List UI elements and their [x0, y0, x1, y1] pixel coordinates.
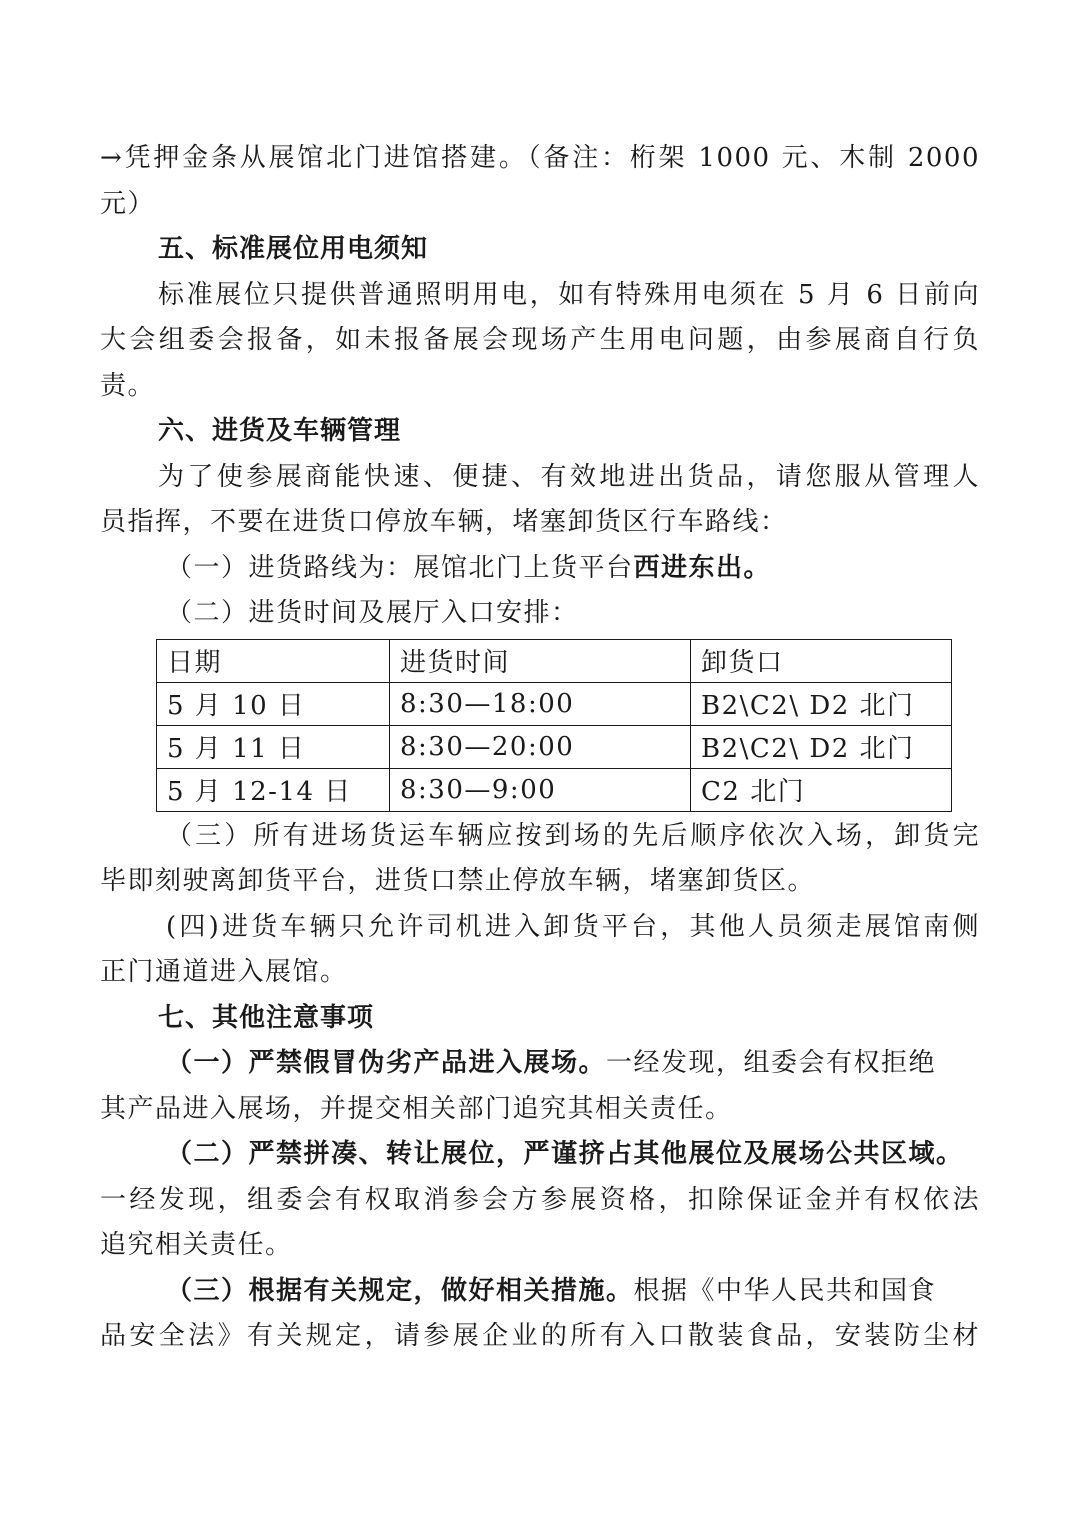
paragraph-line: 员指挥，不要在进货口停放车辆，堵塞卸货区行车路线：	[100, 507, 788, 537]
paragraph-line: →凭押金条从展馆北门进馆搭建。（备注：桁架 1000 元、木制 2000	[100, 143, 980, 173]
table-cell: C2 北门	[691, 768, 952, 811]
notice-text: 一经发现，组委会有权拒绝	[606, 1048, 937, 1078]
paragraph-line: 其产品进入展场，并提交相关部门追究其相关责任。	[100, 1093, 733, 1124]
delivery-schedule-table	[156, 639, 952, 812]
table-header-row	[157, 639, 952, 682]
table-row	[157, 768, 952, 811]
table-cell: B2\C2\ D2 北门	[691, 682, 952, 725]
table-cell: B2\C2\ D2 北门	[691, 725, 952, 768]
paragraph-line: 一经发现，组委会有权取消参会方参展资格，扣除保证金并有权依法	[100, 1184, 980, 1215]
paragraph-line: 正门通道进入展馆。	[100, 957, 348, 987]
paragraph-line: 元）	[100, 188, 156, 219]
paragraph-line: 毕即刻驶离卸货平台，进货口禁止停放车辆，堵塞卸货区。	[100, 866, 816, 896]
notice-bold: （三）根据有关规定，做好相关措施。	[166, 1275, 634, 1306]
table-cell: 5 月 12-14 日	[157, 768, 390, 811]
schedule-label: （二）进货时间及展厅入口安排：	[166, 598, 579, 628]
paragraph-line: 品安全法》有关规定，请参展企业的所有入口散装食品，安装防尘材	[100, 1321, 980, 1351]
paragraph-line: 责。	[100, 370, 156, 401]
notice-bold: （一）严禁假冒伪劣产品进入展场。	[166, 1048, 607, 1078]
route-line	[100, 546, 980, 592]
notice-bold: （二）严禁拼凑、转让展位，严谨挤占其他展位及展场公共区域。	[166, 1139, 964, 1169]
table-header-cell: 日期	[157, 639, 390, 682]
paragraph-line: 大会组委会报备，如未报备展会现场产生用电问题，由参展商自行负	[100, 325, 980, 355]
paragraph-line: 标准展位只提供普通照明用电，如有特殊用电须在 5 月 6 日前向	[158, 279, 980, 310]
paragraph-line: 为了使参展商能快速、便捷、有效地进出货品，请您服从管理人	[158, 461, 980, 492]
table-cell: 8:30—9:00	[390, 768, 691, 811]
section-heading-7: 七、其他注意事项	[158, 1002, 375, 1033]
document-page	[100, 136, 980, 1360]
notice-text: 根据《中华人民共和国食	[633, 1275, 937, 1306]
section-heading-6: 六、进货及车辆管理	[158, 416, 402, 446]
table-header-cell: 进货时间	[390, 639, 691, 682]
table-cell: 8:30—18:00	[390, 682, 691, 725]
table-header-cell: 卸货口	[691, 639, 952, 682]
route-text: （一）进货路线为：展馆北门上货平台	[166, 552, 634, 583]
table-cell: 5 月 11 日	[157, 725, 390, 768]
table-cell: 5 月 10 日	[157, 682, 390, 725]
notice-item-1	[100, 1041, 980, 1087]
notice-item-2	[100, 1132, 980, 1178]
table-cell: 8:30—20:00	[390, 725, 691, 768]
paragraph-line: 追究相关责任。	[100, 1230, 293, 1260]
paragraph-line: (四)进货车辆只允许司机进入卸货平台，其他人员须走展馆南侧	[166, 911, 980, 942]
section-heading-5: 五、标准展位用电须知	[158, 234, 429, 264]
paragraph-line: （三）所有进场货运车辆应按到场的先后顺序依次入场，卸货完	[166, 820, 980, 851]
table-row	[157, 725, 952, 768]
notice-item-3	[100, 1269, 980, 1315]
route-direction: 西进东出。	[633, 552, 772, 583]
table-row	[157, 682, 952, 725]
